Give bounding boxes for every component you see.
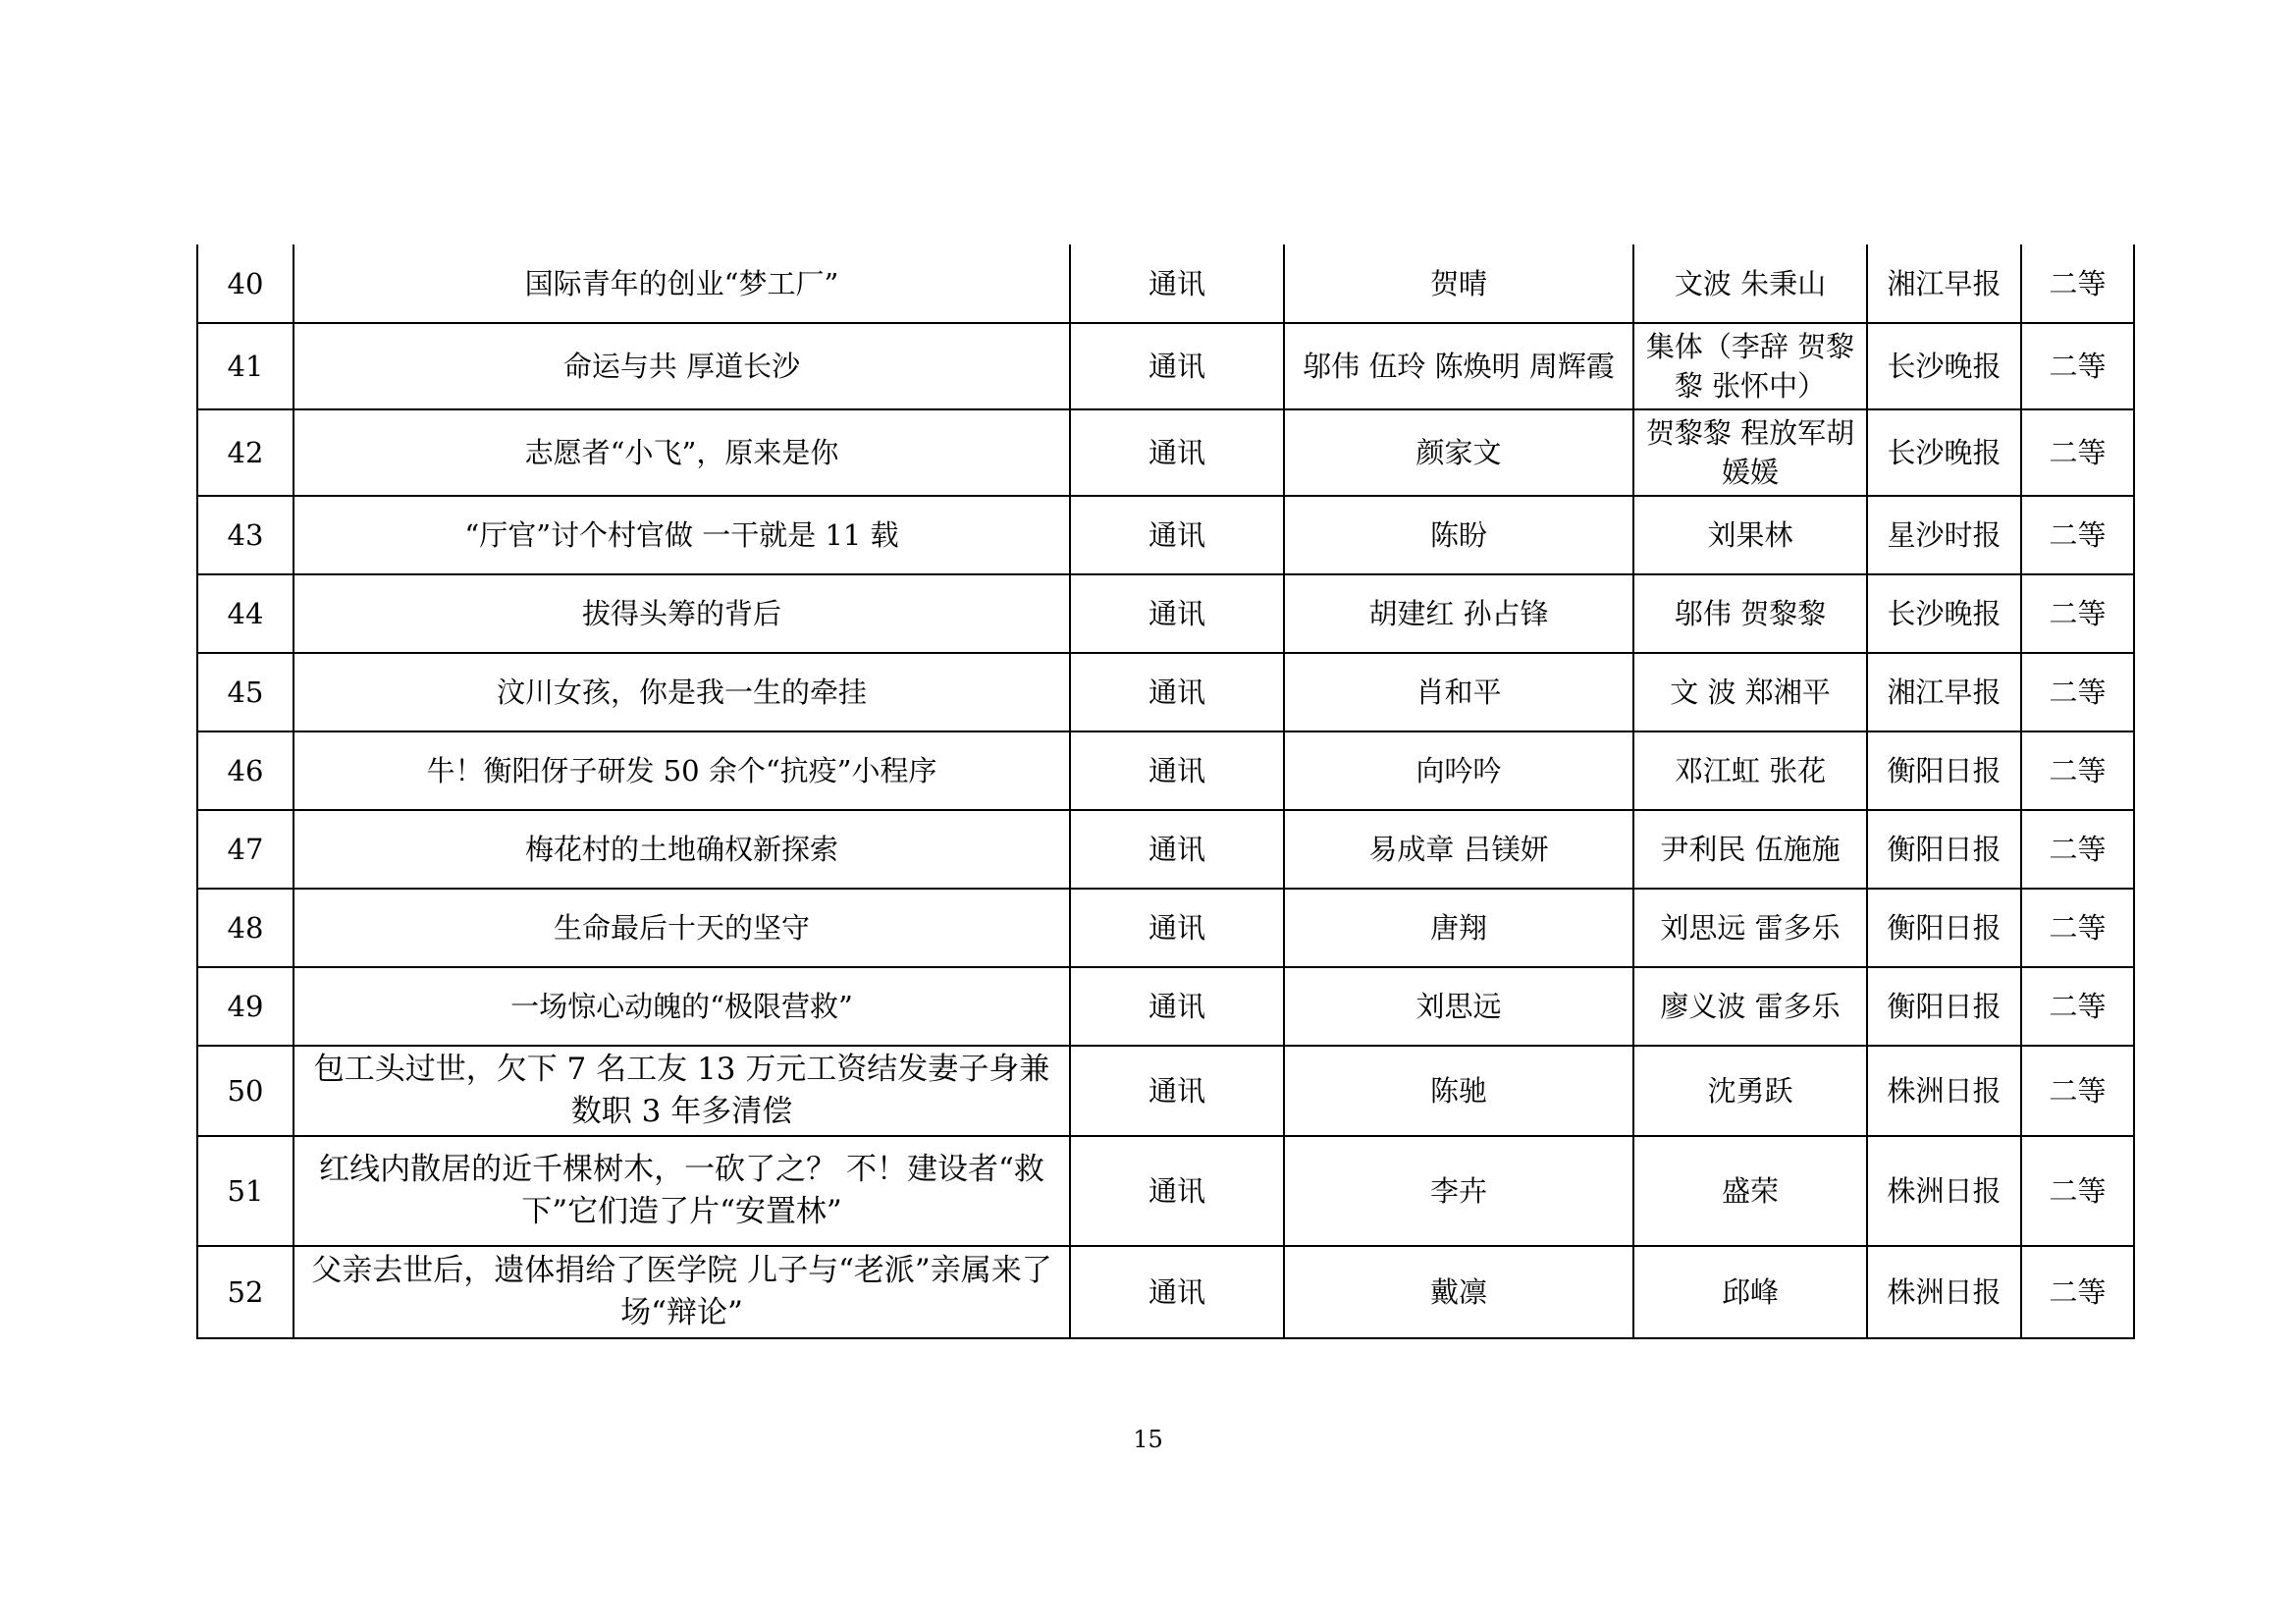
entry-prize: 二等 — [2021, 967, 2134, 1046]
entry-publisher: 长沙晚报 — [1867, 323, 2021, 409]
entry-editors: 文波 朱秉山 — [1633, 244, 1867, 323]
row-number: 44 — [197, 574, 294, 653]
entry-editors: 尹利民 伍施施 — [1633, 810, 1867, 889]
row-number: 47 — [197, 810, 294, 889]
entry-title: 父亲去世后，遗体捐给了医学院 儿子与“老派”亲属来了场“辩论” — [294, 1246, 1070, 1338]
row-number: 49 — [197, 967, 294, 1046]
entry-prize: 二等 — [2021, 409, 2134, 496]
entry-authors: 刘思远 — [1284, 967, 1633, 1046]
entry-genre: 通讯 — [1070, 496, 1284, 574]
entry-authors: 易成章 吕镁妍 — [1284, 810, 1633, 889]
entry-editors: 沈勇跃 — [1633, 1046, 1867, 1136]
entry-title: “厅官”讨个村官做 一干就是 11 载 — [294, 496, 1070, 574]
entry-genre: 通讯 — [1070, 409, 1284, 496]
entry-authors: 陈驰 — [1284, 1046, 1633, 1136]
entry-title: 一场惊心动魄的“极限营救” — [294, 967, 1070, 1046]
entry-authors: 戴凛 — [1284, 1246, 1633, 1338]
entry-editors: 刘思远 雷多乐 — [1633, 889, 1867, 967]
entry-authors: 胡建红 孙占锋 — [1284, 574, 1633, 653]
awards-table — [196, 244, 2135, 1339]
table-row — [197, 323, 2134, 409]
table-row — [197, 244, 2134, 323]
row-number: 40 — [197, 244, 294, 323]
entry-title: 牛！衡阳伢子研发 50 余个“抗疫”小程序 — [294, 731, 1070, 810]
entry-publisher: 湘江早报 — [1867, 653, 2021, 731]
entry-prize: 二等 — [2021, 323, 2134, 409]
entry-genre: 通讯 — [1070, 574, 1284, 653]
entry-publisher: 衡阳日报 — [1867, 810, 2021, 889]
row-number: 50 — [197, 1046, 294, 1136]
table-row — [197, 1136, 2134, 1246]
table-row — [197, 574, 2134, 653]
entry-prize: 二等 — [2021, 1046, 2134, 1136]
entry-publisher: 长沙晚报 — [1867, 409, 2021, 496]
entry-title: 志愿者“小飞”，原来是你 — [294, 409, 1070, 496]
entry-genre: 通讯 — [1070, 810, 1284, 889]
entry-authors: 向吟吟 — [1284, 731, 1633, 810]
table-row — [197, 653, 2134, 731]
entry-genre: 通讯 — [1070, 1246, 1284, 1338]
row-number: 41 — [197, 323, 294, 409]
row-number: 48 — [197, 889, 294, 967]
entry-prize: 二等 — [2021, 810, 2134, 889]
entry-genre: 通讯 — [1070, 1046, 1284, 1136]
entry-title: 汶川女孩，你是我一生的牵挂 — [294, 653, 1070, 731]
table-row — [197, 889, 2134, 967]
entry-editors: 集体（李辞 贺黎黎 张怀中） — [1633, 323, 1867, 409]
entry-publisher: 株洲日报 — [1867, 1246, 2021, 1338]
entry-prize: 二等 — [2021, 244, 2134, 323]
entry-genre: 通讯 — [1070, 1136, 1284, 1246]
entry-genre: 通讯 — [1070, 967, 1284, 1046]
entry-authors: 邬伟 伍玲 陈焕明 周辉霞 — [1284, 323, 1633, 409]
entry-prize: 二等 — [2021, 1136, 2134, 1246]
table-row — [197, 409, 2134, 496]
table-row — [197, 1046, 2134, 1136]
entry-authors: 陈盼 — [1284, 496, 1633, 574]
table-row — [197, 810, 2134, 889]
entry-editors: 邓江虹 张花 — [1633, 731, 1867, 810]
row-number: 43 — [197, 496, 294, 574]
entry-prize: 二等 — [2021, 889, 2134, 967]
entry-title: 包工头过世，欠下 7 名工友 13 万元工资结发妻子身兼数职 3 年多清偿 — [294, 1046, 1070, 1136]
table-row — [197, 967, 2134, 1046]
entry-editors: 盛荣 — [1633, 1136, 1867, 1246]
table-row — [197, 496, 2134, 574]
entry-genre: 通讯 — [1070, 653, 1284, 731]
row-number: 45 — [197, 653, 294, 731]
entry-prize: 二等 — [2021, 1246, 2134, 1338]
entry-genre: 通讯 — [1070, 244, 1284, 323]
entry-publisher: 株洲日报 — [1867, 1046, 2021, 1136]
row-number: 46 — [197, 731, 294, 810]
entry-prize: 二等 — [2021, 496, 2134, 574]
entry-authors: 肖和平 — [1284, 653, 1633, 731]
entry-title: 命运与共 厚道长沙 — [294, 323, 1070, 409]
row-number: 42 — [197, 409, 294, 496]
entry-authors: 贺晴 — [1284, 244, 1633, 323]
entry-prize: 二等 — [2021, 574, 2134, 653]
entry-publisher: 长沙晚报 — [1867, 574, 2021, 653]
entry-publisher: 衡阳日报 — [1867, 967, 2021, 1046]
entry-authors: 唐翔 — [1284, 889, 1633, 967]
entry-publisher: 衡阳日报 — [1867, 731, 2021, 810]
entry-prize: 二等 — [2021, 731, 2134, 810]
entry-authors: 颜家文 — [1284, 409, 1633, 496]
entry-editors: 文 波 郑湘平 — [1633, 653, 1867, 731]
row-number: 52 — [197, 1246, 294, 1338]
entry-editors: 邬伟 贺黎黎 — [1633, 574, 1867, 653]
entry-title: 红线内散居的近千棵树木，一砍了之？ 不！建设者“救下”它们造了片“安置林” — [294, 1136, 1070, 1246]
entry-genre: 通讯 — [1070, 731, 1284, 810]
entry-genre: 通讯 — [1070, 889, 1284, 967]
entry-authors: 李卉 — [1284, 1136, 1633, 1246]
entry-editors: 贺黎黎 程放军胡媛媛 — [1633, 409, 1867, 496]
entry-editors: 邱峰 — [1633, 1246, 1867, 1338]
entry-title: 梅花村的土地确权新探索 — [294, 810, 1070, 889]
entry-prize: 二等 — [2021, 653, 2134, 731]
entry-title: 国际青年的创业“梦工厂” — [294, 244, 1070, 323]
entry-editors: 廖义波 雷多乐 — [1633, 967, 1867, 1046]
entry-title: 拔得头筹的背后 — [294, 574, 1070, 653]
entry-genre: 通讯 — [1070, 323, 1284, 409]
entry-publisher: 株洲日报 — [1867, 1136, 2021, 1246]
entry-publisher: 衡阳日报 — [1867, 889, 2021, 967]
entry-publisher: 星沙时报 — [1867, 496, 2021, 574]
entry-editors: 刘果林 — [1633, 496, 1867, 574]
table-row — [197, 1246, 2134, 1338]
row-number: 51 — [197, 1136, 294, 1246]
page-number: 15 — [1133, 1426, 1163, 1453]
table-row — [197, 731, 2134, 810]
entry-title: 生命最后十天的坚守 — [294, 889, 1070, 967]
entry-publisher: 湘江早报 — [1867, 244, 2021, 323]
